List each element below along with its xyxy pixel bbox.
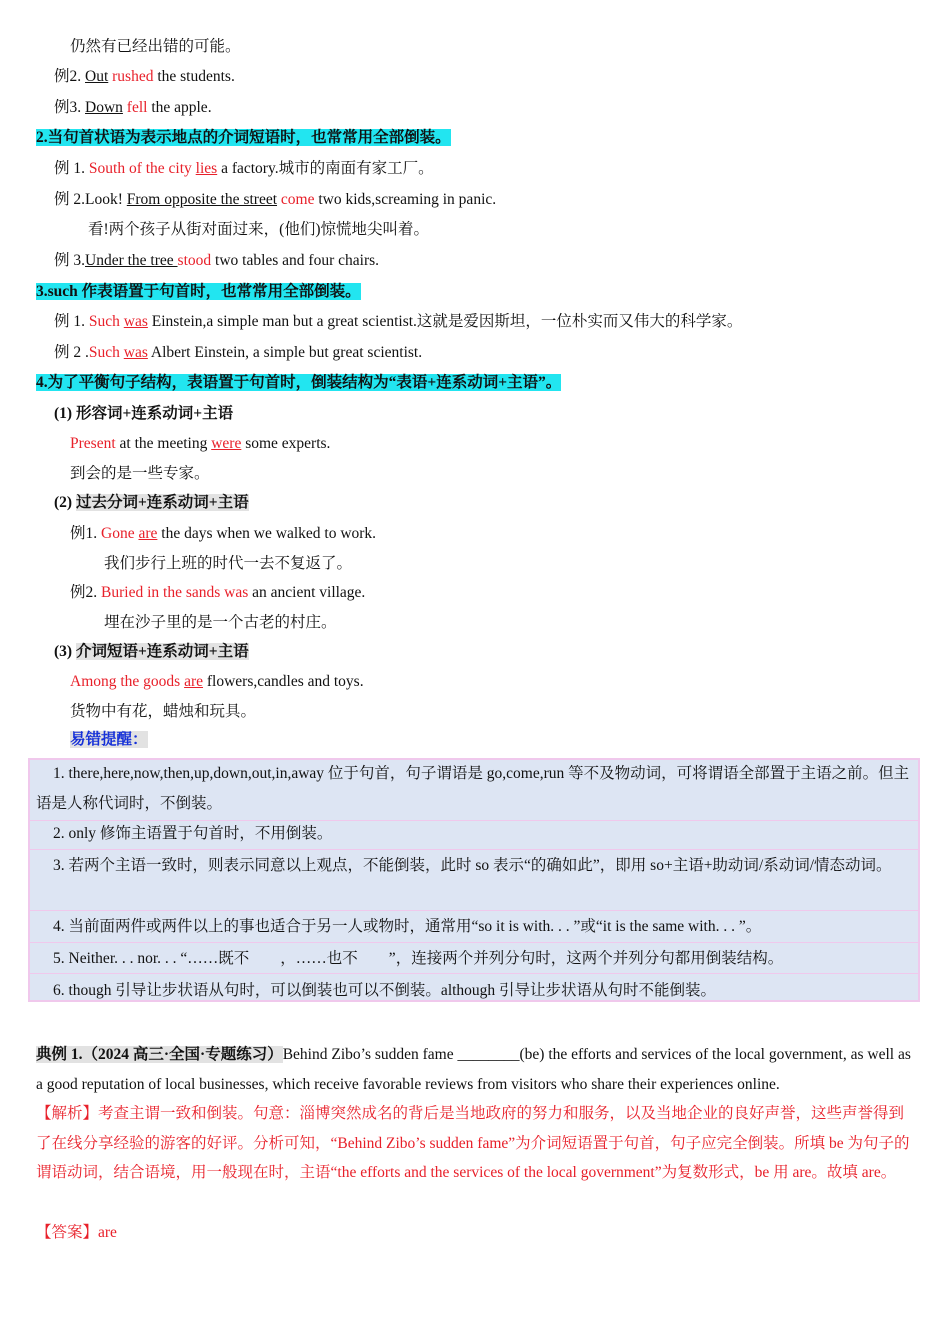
verb: rushed bbox=[112, 68, 154, 85]
divider bbox=[28, 910, 920, 911]
example-rest: Einstein,a simple man but a great scientist.这就是爱因斯坦，一位朴实而又伟大的科学家。 bbox=[147, 313, 743, 330]
example-label: 典例 1.（2024 高三·全国·专题练习） bbox=[36, 1046, 283, 1063]
heading-text: 2.当句首状语为表示地点的介词短语时，也常常用全部倒装。 bbox=[36, 129, 451, 146]
title-highlight: 介词短语+连系动词+主语 bbox=[75, 643, 249, 660]
example-line bbox=[54, 189, 496, 211]
example-label: 例 2 . bbox=[54, 344, 89, 361]
example-label: 例1. bbox=[70, 525, 102, 542]
adverb: Out bbox=[85, 68, 109, 85]
example-label: 例 1. bbox=[54, 160, 89, 177]
notes-title bbox=[70, 729, 148, 751]
example-label: 例2. bbox=[54, 68, 86, 85]
section-heading bbox=[36, 127, 451, 149]
example-rest: some experts. bbox=[241, 435, 331, 452]
translation: 货物中有花，蜡烛和玩具。 bbox=[70, 703, 257, 720]
example-rest: the days when we walked to work. bbox=[157, 525, 377, 542]
note-item: 2. only 修饰主语置于句首时，不用倒装。 bbox=[53, 825, 333, 842]
translation: 到会的是一些专家。 bbox=[70, 465, 210, 482]
phrase: Among the goods bbox=[70, 673, 181, 690]
heading-text: 4.为了平衡句子结构，表语置于句首时，倒装结构为“表语+连系动词+主语”。 bbox=[36, 374, 562, 391]
adjective: Present bbox=[70, 435, 116, 452]
verb: lies bbox=[195, 160, 218, 177]
analysis: 【解析】考查主谓一致和倒装。句意：淄博突然成名的背后是当地政府的努力和服务，以及当地企业的良好声誉，这些声誉得到了在线分享经验的游客的好评。分析可知，“Behind Zibo’s sudden fame”为介词短语置于句首，句子应完全倒装。所填 be 为句子的谓语动词，结合语境，用一般现在时，主语“the efforts and the services of the local government”为复数形式，be 用 are。故填 are。 bbox=[36, 1105, 910, 1181]
subsection-title bbox=[54, 492, 249, 514]
such-word: Such bbox=[88, 344, 120, 361]
note-item: 3. 若两个主语一致时，则表示同意以上观点，不能倒装，此时 so 表示“的确如此”，即用 so+主语+助动词/系动词/情态动词。 bbox=[53, 857, 892, 874]
title-prefix: (2) bbox=[54, 494, 76, 511]
such-word: Such bbox=[88, 313, 120, 330]
divider bbox=[28, 849, 920, 850]
section-heading bbox=[36, 281, 361, 303]
verb: was bbox=[123, 344, 148, 361]
example-rest: two kids,screaming in panic. bbox=[314, 191, 497, 208]
example-rest: two tables and four chairs. bbox=[211, 252, 380, 269]
example-line bbox=[54, 342, 422, 364]
title-prefix: (3) bbox=[54, 643, 76, 660]
example-line bbox=[70, 582, 365, 604]
example-line bbox=[70, 433, 330, 455]
continued-text: 仍然有已经出错的可能。 bbox=[70, 38, 241, 55]
example-label: 例 3. bbox=[54, 252, 86, 269]
verb: are bbox=[184, 673, 204, 690]
example-line bbox=[54, 311, 742, 333]
phrase: From opposite the street bbox=[126, 191, 278, 208]
divider bbox=[28, 973, 920, 974]
example-label: 例3. bbox=[54, 99, 86, 116]
example-line bbox=[70, 523, 376, 545]
example-mid: at the meeting bbox=[115, 435, 212, 452]
participle: Buried in the sands was bbox=[101, 584, 249, 601]
note-item: 6. though 引导让步状语从句时，可以倒装也可以不倒装。although 引导让步状语从句时不能倒装。 bbox=[53, 982, 717, 999]
example-line bbox=[70, 671, 364, 693]
heading-text: 3.such 作表语置于句首时，也常常用全部倒装。 bbox=[36, 283, 361, 300]
notes-title-text: 易错提醒： bbox=[70, 731, 148, 748]
adverb: Down bbox=[85, 99, 123, 116]
phrase: Under the tree bbox=[85, 252, 178, 269]
participle: Gone bbox=[101, 525, 135, 542]
example-rest: the apple. bbox=[147, 99, 212, 116]
divider bbox=[28, 820, 920, 821]
example-line bbox=[54, 97, 212, 119]
translation: 埋在沙子里的是一个古老的村庄。 bbox=[104, 614, 337, 631]
example-rest: a factory.城市的南面有家工厂。 bbox=[217, 160, 434, 177]
example-line bbox=[54, 66, 235, 88]
example-rest: an ancient village. bbox=[248, 584, 366, 601]
example-line bbox=[54, 158, 434, 180]
example-line bbox=[54, 250, 379, 272]
divider bbox=[28, 942, 920, 943]
note-item: 4. 当前面两件或两件以上的事也适合于另一人或物时，通常用“so it is with. . . ”或“it is the same with. . . ”。 bbox=[53, 918, 762, 935]
example-label: 例 1. bbox=[54, 313, 89, 330]
title-highlight: 过去分词+连系动词+主语 bbox=[75, 494, 249, 511]
phrase: South of the city bbox=[88, 160, 192, 177]
verb: were bbox=[211, 435, 242, 452]
example-label: 例 2.Look! bbox=[54, 191, 127, 208]
question-text: Behind Zibo’s sudden fame ________(be) the efforts and services of the local government, as well as a good reputation of local businesses, which receive favorable reviews from visitors who share their experiences online. bbox=[36, 1046, 911, 1093]
example-rest: Albert Einstein, a simple but great scientist. bbox=[147, 344, 423, 361]
verb: was bbox=[123, 313, 148, 330]
section-heading bbox=[36, 372, 561, 394]
note-item: 1. there,here,now,then,up,down,out,in,away 位于句首，句子谓语是 go,come,run 等不及物动词，可将谓语全部置于主语之前。但主语是人称代词时，不倒装。 bbox=[36, 765, 910, 812]
translation: 看!两个孩子从街对面过来，(他们)惊慌地尖叫着。 bbox=[88, 221, 429, 238]
note-item: 5. Neither. . . nor. . . “……既不 ，……也不 ”，连接两个并列分句时，这两个并列分句都用倒装结构。 bbox=[53, 950, 784, 967]
answer: 【答案】are bbox=[36, 1224, 117, 1241]
example-label: 例2. bbox=[70, 584, 102, 601]
verb: come bbox=[280, 191, 315, 208]
example-rest: flowers,candles and toys. bbox=[203, 673, 364, 690]
subsection-title bbox=[54, 641, 249, 663]
example-rest: the students. bbox=[153, 68, 235, 85]
translation: 我们步行上班的时代一去不复返了。 bbox=[104, 555, 353, 572]
verb: are bbox=[138, 525, 158, 542]
subsection-title: (1) 形容词+连系动词+主语 bbox=[54, 405, 234, 422]
verb: stood bbox=[177, 252, 212, 269]
example-question bbox=[36, 1040, 914, 1099]
verb: fell bbox=[126, 99, 148, 116]
